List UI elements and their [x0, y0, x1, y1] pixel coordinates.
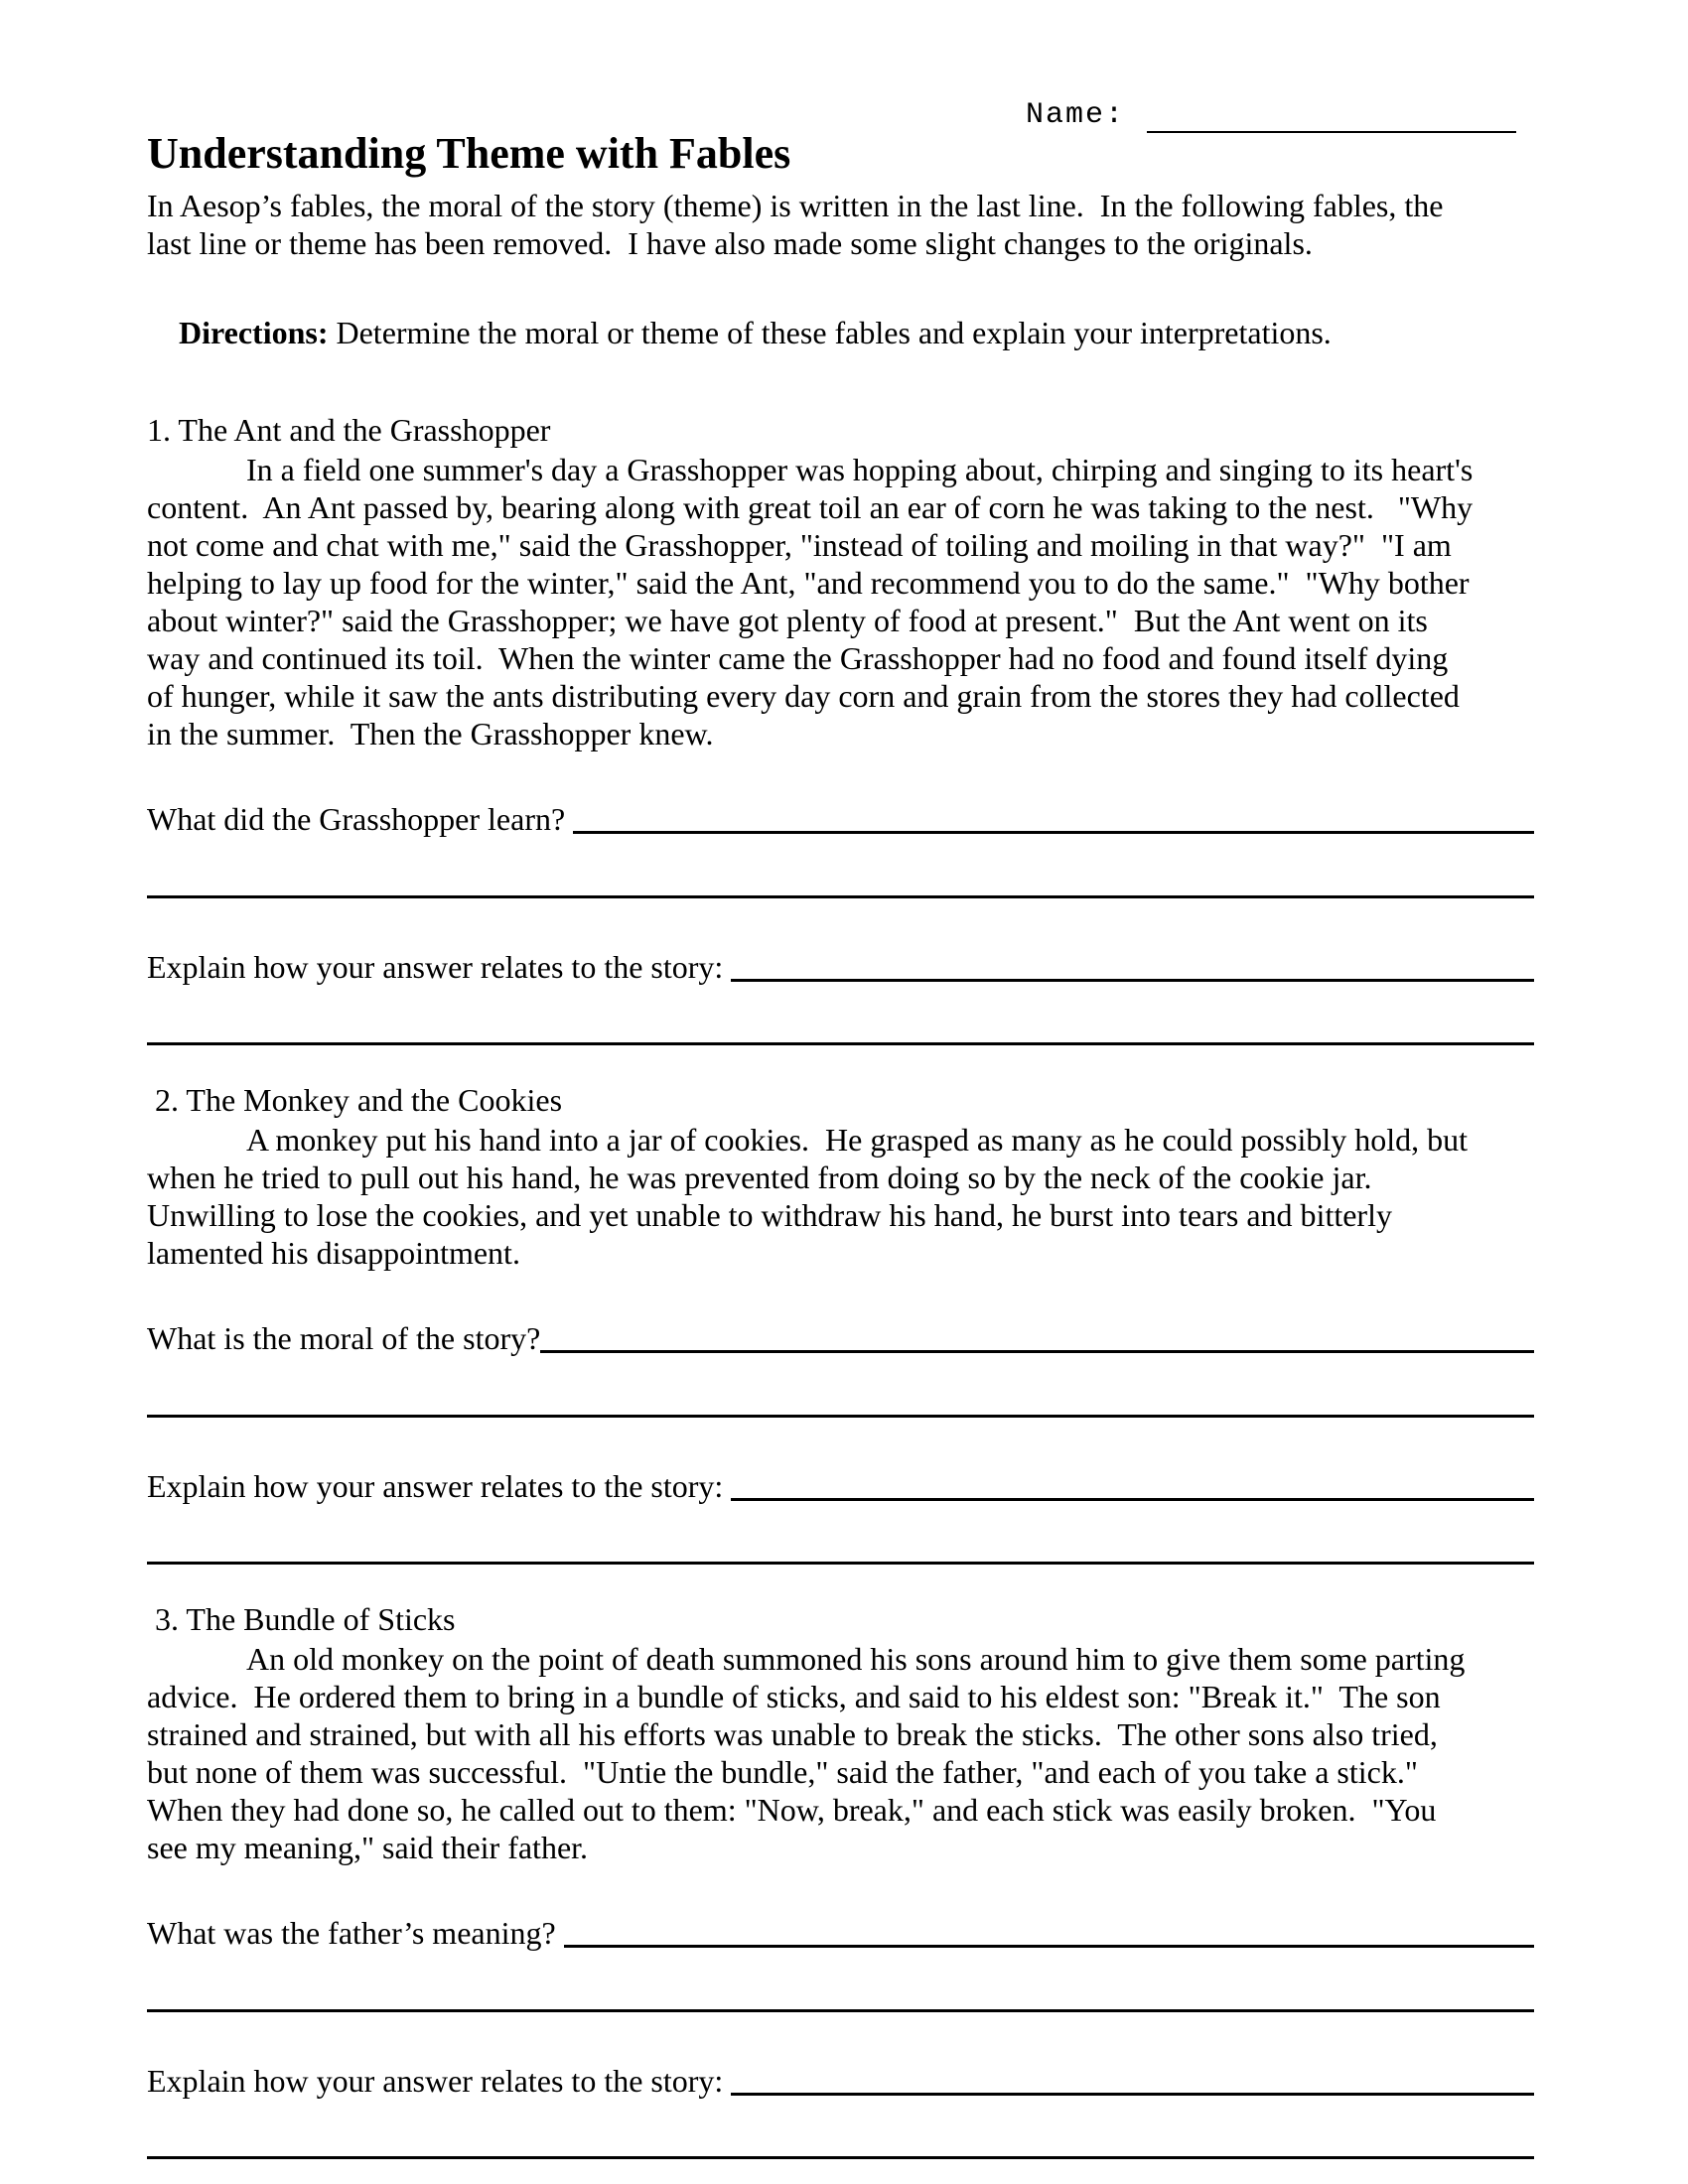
- explain-1-answer-line[interactable]: [731, 969, 1534, 982]
- fable-section-1: [147, 411, 1534, 1045]
- directions: [147, 276, 1534, 389]
- fable-3-line: but none of them was successful. "Untie the bundle," said the father, "and each of you take a stick.": [147, 1754, 1418, 1790]
- intro-text: [147, 187, 1534, 262]
- directions-label: Directions:: [179, 315, 329, 350]
- fable-1-line: of hunger, while it saw the ants distributing every day corn and grain from the stores they had collected: [147, 678, 1460, 714]
- fable-1-line: way and continued its toil. When the winter came the Grasshopper had no food and found itself dying: [147, 640, 1449, 676]
- fable-1-line: in the summer. Then the Grasshopper knew.: [147, 716, 714, 751]
- fable-2-line: A monkey put his hand into a jar of cookies. He grasped as many as he could possibly hold, but: [246, 1122, 1469, 1158]
- question-1-row: [147, 800, 1534, 838]
- question-1-label: What did the Grasshopper learn?: [147, 801, 574, 837]
- fable-1-line: In a field one summer's day a Grasshopper was hopping about, chirping and singing to its heart's: [246, 452, 1474, 487]
- question-3-answer-line[interactable]: [564, 1935, 1534, 1948]
- question-3-answer-line-2[interactable]: [147, 2009, 1534, 2012]
- explain-3-answer-line[interactable]: [731, 2083, 1534, 2096]
- fable-2-heading: 2. The Monkey and the Cookies: [147, 1082, 563, 1118]
- intro-line: last line or theme has been removed. I have also made some slight changes to the originals.: [147, 225, 1313, 261]
- fable-3-line: advice. He ordered them to bring in a bundle of sticks, and said to his eldest son: "Break it." The son: [147, 1679, 1441, 1714]
- fable-1-line: helping to lay up food for the winter," said the Ant, "and recommend you to do the same." "Why bother: [147, 565, 1470, 601]
- name-label: Name:: [1025, 98, 1125, 132]
- explain-1-answer-line-2[interactable]: [147, 1042, 1534, 1045]
- directions-text: Determine the moral or theme of these fables and explain your interpretations.: [328, 315, 1332, 350]
- fable-1-line: not come and chat with me," said the Grasshopper, "instead of toiling and moiling in that way?" "I am: [147, 527, 1452, 563]
- name-input-line[interactable]: [1147, 97, 1516, 133]
- name-row: [147, 97, 1534, 133]
- fable-3-line: strained and strained, but with all his efforts was unable to break the sticks. The other sons also tried,: [147, 1716, 1438, 1752]
- question-2-answer-line-2[interactable]: [147, 1415, 1534, 1418]
- explain-2-answer-line[interactable]: [731, 1488, 1534, 1501]
- fable-section-2: [147, 1081, 1534, 1565]
- intro-line: In Aesop’s fables, the moral of the story (theme) is written in the last line. In the following fables, the: [147, 188, 1444, 223]
- fable-1-line: about winter?" said the Grasshopper; we have got plenty of food at present." But the Ant went on its: [147, 603, 1428, 638]
- fable-3-line: When they had done so, he called out to them: "Now, break," and each stick was easily broken. "You: [147, 1792, 1437, 1828]
- fable-section-3: [147, 1600, 1534, 2159]
- question-1-answer-line-2[interactable]: [147, 895, 1534, 898]
- fable-3-line: see my meaning," said their father.: [147, 1830, 589, 1865]
- fable-3-line: An old monkey on the point of death summoned his sons around him to give them some parting: [246, 1641, 1466, 1677]
- question-2-row: [147, 1319, 1534, 1357]
- page-title: Understanding Theme with Fables: [147, 129, 791, 178]
- fable-1-line: content. An Ant passed by, bearing along with great toil an ear of corn he was taking to the nest. "Why: [147, 489, 1474, 525]
- explain-2-label: Explain how your answer relates to the story:: [147, 1468, 732, 1504]
- explain-3-row: [147, 2062, 1534, 2100]
- explain-2-row: [147, 1467, 1534, 1505]
- question-2-label: What is the moral of the story?: [147, 1320, 541, 1356]
- fable-3-heading: 3. The Bundle of Sticks: [147, 1601, 456, 1637]
- fable-2-line: when he tried to pull out his hand, he was prevented from doing so by the neck of the cookie jar.: [147, 1160, 1372, 1195]
- question-3-label: What was the father’s meaning?: [147, 1915, 564, 1951]
- fable-2-text: [147, 1121, 1534, 1272]
- question-2-answer-line[interactable]: [540, 1340, 1534, 1353]
- explain-2-answer-line-2[interactable]: [147, 1562, 1534, 1565]
- explain-1-label: Explain how your answer relates to the story:: [147, 949, 732, 985]
- fable-1-text: [147, 451, 1534, 752]
- explain-3-answer-line-2[interactable]: [147, 2156, 1534, 2159]
- question-1-answer-line[interactable]: [573, 821, 1534, 834]
- fable-3-text: [147, 1640, 1534, 1866]
- question-3-row: [147, 1914, 1534, 1952]
- explain-3-label: Explain how your answer relates to the story:: [147, 2063, 732, 2099]
- fable-2-line: Unwilling to lose the cookies, and yet unable to withdraw his hand, he burst into tears and bitterly: [147, 1197, 1392, 1233]
- explain-1-row: [147, 948, 1534, 986]
- fable-2-line: lamented his disappointment.: [147, 1235, 520, 1271]
- fable-1-heading: 1. The Ant and the Grasshopper: [147, 412, 551, 448]
